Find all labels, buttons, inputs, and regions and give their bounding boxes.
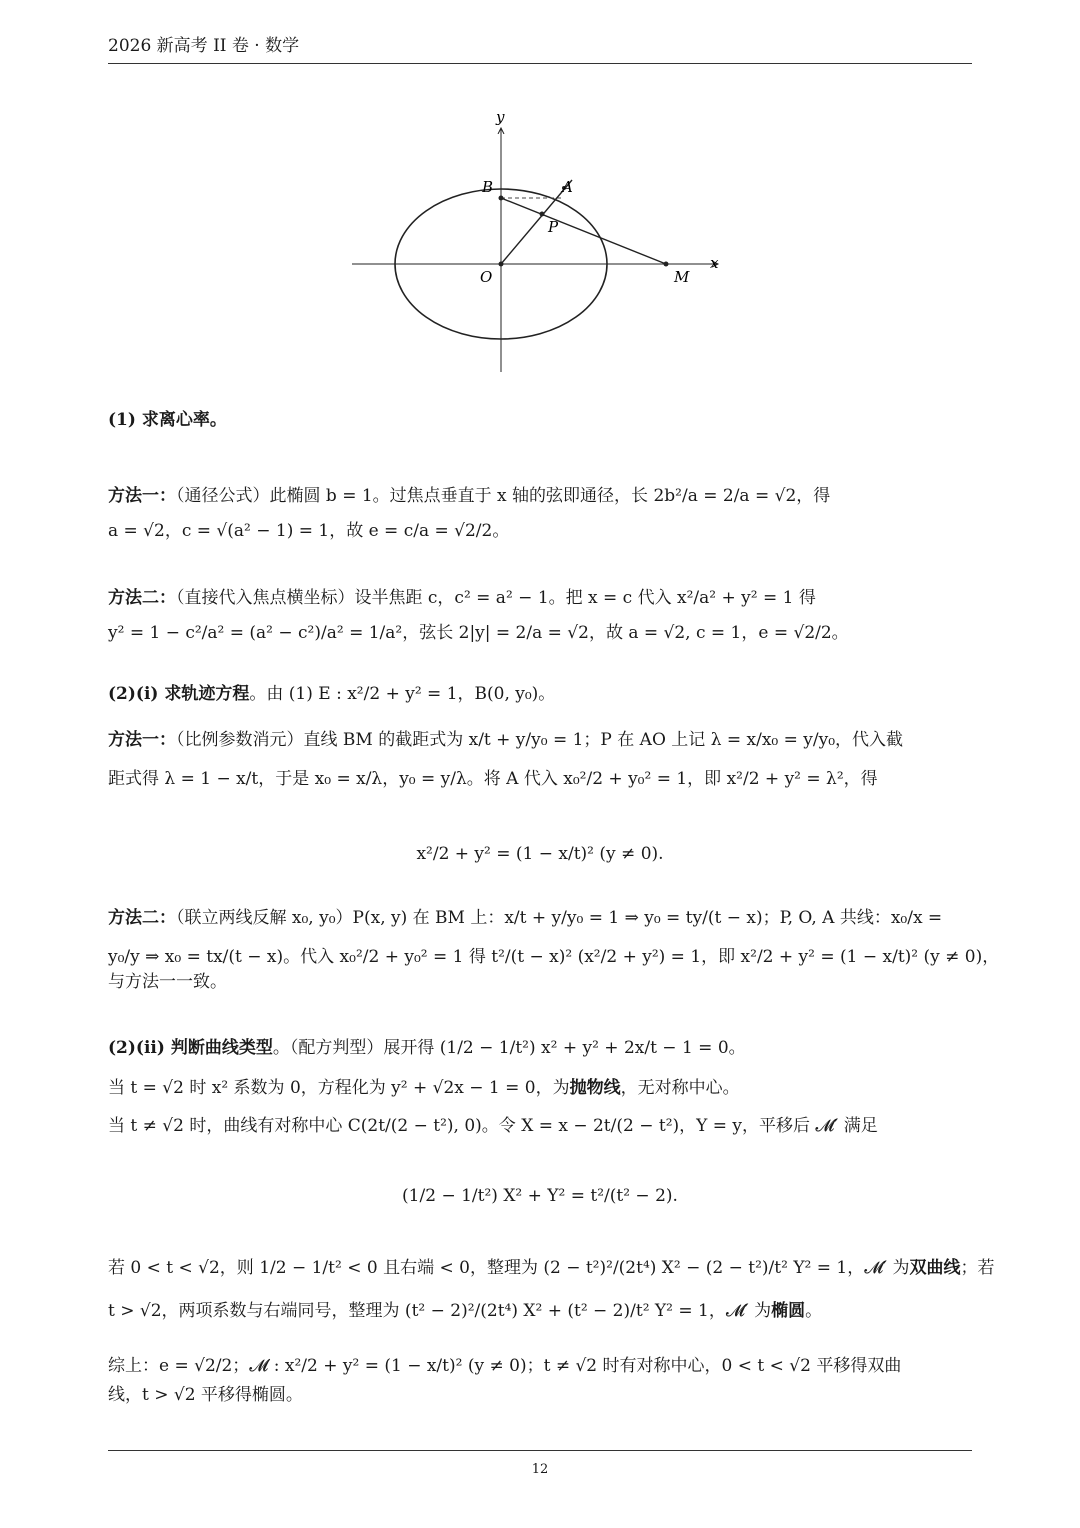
parabola-term: 抛物线	[569, 1078, 621, 1098]
part2ii-line2	[108, 1114, 972, 1139]
part2ii-line1	[108, 1076, 972, 1101]
part2i-heading: (2)(i) 求轨迹方程	[108, 684, 250, 704]
part1-m2-label: 方法二：	[108, 588, 176, 608]
part2i-method1	[108, 728, 972, 792]
label-A: A	[562, 178, 573, 196]
part2ii-intro: 。（配方判型）展开得 (1/2 − 1/t²) x² + y² + 2x/t − 1 = 0。	[272, 1038, 746, 1058]
part2i-m2-label: 方法二：	[108, 908, 176, 928]
part1-m1-text2: a = √2，c = √(a² − 1) = 1，故 e = c/a = √2/2。	[108, 521, 510, 541]
display2: (1/2 − 1/t²) X² + Y² = t²/(t² − 2).	[402, 1186, 678, 1206]
part2i-m1-text2: 距式得 λ = 1 − x/t，于是 x₀ = x/λ，y₀ = y/λ。将 A 代入 x₀²/2 + y₀² = 1，即 x²/2 + y² = λ²，得	[108, 769, 878, 789]
part2i-m2-text2: y₀/y ⇒ x₀ = tx/(t − x)。代入 x₀²/2 + y₀² = 1 得 t²/(t − x)² (x²/2 + y²) = 1，即 x²/2 + y² = (1 − x/t)² (y ≠ 0)，	[108, 947, 1000, 967]
part2i-intro: 。由 (1) E : x²/2 + y² = 1，B(0, y₀)。	[249, 684, 556, 704]
label-B: B	[482, 178, 494, 196]
summary	[108, 1354, 972, 1408]
label-O: O	[480, 268, 493, 286]
part2i-heading-line	[108, 682, 972, 707]
part2i-m2-text1: （联立两线反解 x₀, y₀）P(x, y) 在 BM 上：x/t + y/y₀ = 1 ⇒ y₀ = ty/(t − x)；P, O, A 共线：x₀/x =	[176, 908, 943, 928]
part2i-method2	[108, 906, 1000, 995]
part2ii-line4-b: 。	[805, 1301, 823, 1321]
display1: x²/2 + y² = (1 − x/t)² (y ≠ 0).	[416, 844, 664, 864]
part1-method2	[108, 586, 972, 646]
part2ii-line3-b: ；若	[960, 1258, 995, 1278]
part1-m2-text2: y² = 1 − c²/a² = (a² − c²)/a² = 1/a²，弦长 2|y| = 2/a = √2，故 a = √2, c = 1，e = √2/2。	[108, 623, 849, 643]
part2i-m1-text1: （比例参数消元）直线 BM 的截距式为 x/t + y/y₀ = 1；P 在 AO 上记 λ = x/x₀ = y/y₀，代入截	[176, 730, 904, 750]
page-number: 12	[531, 1462, 549, 1477]
part1-m1-text1: （通径公式）此椭圆 b = 1。过焦点垂直于 x 轴的弦即通径，长 2b²/a = 2/a = √2，得	[176, 486, 831, 506]
part2ii-cases	[108, 1256, 995, 1324]
ellipse-term: 椭圆	[771, 1301, 806, 1321]
point-P	[540, 212, 545, 217]
part1-method1	[108, 484, 972, 544]
label-P: P	[548, 218, 559, 236]
part2ii-line1-b: ，无对称中心。	[620, 1078, 740, 1098]
header-rule	[108, 63, 972, 64]
summary-line1: 综上：e = √2/2；𝓜 : x²/2 + y² = (1 − x/t)² (y ≠ 0)；t ≠ √2 时有对称中心，0 < t < √2 平移得双曲	[108, 1356, 902, 1376]
part2ii-heading-line	[108, 1036, 972, 1061]
part2ii-line2-text: 当 t ≠ √2 时，曲线有对称中心 C(2t/(2 − t²), 0)。令 X = x − 2t/(2 − t²)，Y = y，平移后 𝓜′ 满足	[108, 1116, 878, 1136]
part2ii-line3-a: 若 0 < t < √2，则 1/2 − 1/t² < 0 且右端 < 0，整理为 (2 − t²)²/(2t⁴) X² − (2 − t²)/t² Y² = 1，𝓜′ 为	[108, 1258, 910, 1278]
page-header: 2026 新高考 II 卷 · 数学	[108, 36, 300, 56]
part2ii-line1-a: 当 t = √2 时 x² 系数为 0，方程化为 y² + √2x − 1 = 0，为	[108, 1078, 570, 1098]
hyperbola-term: 双曲线	[909, 1258, 961, 1278]
part2i-m1-label: 方法一：	[108, 730, 176, 750]
display-equation-2	[108, 1184, 972, 1209]
part1-heading: (1) 求离心率。	[108, 410, 227, 430]
part2ii-heading: (2)(ii) 判断曲线类型	[108, 1038, 273, 1058]
part1-m1-label: 方法一：	[108, 486, 176, 506]
part2ii-line4-a: t > √2，两项系数与右端同号，整理为 (t² − 2)²/(2t⁴) X² + (t² − 2)/t² Y² = 1，𝓜′ 为	[108, 1301, 772, 1321]
ellipse-figure	[340, 100, 740, 380]
part1-m2-text1: （直接代入焦点横坐标）设半焦距 c，c² = a² − 1。把 x = c 代入 x²/a² + y² = 1 得	[176, 588, 816, 608]
summary-line2: 线，t > √2 平移得椭圆。	[108, 1385, 303, 1405]
part2i-m2-text3: 与方法一一致。	[108, 972, 227, 992]
label-M: M	[674, 268, 690, 286]
point-B	[499, 196, 504, 201]
label-y-axis: y	[496, 108, 505, 126]
point-M	[664, 262, 669, 267]
point-O	[499, 262, 504, 267]
segment-BM	[501, 198, 666, 264]
footer-rule	[108, 1450, 972, 1451]
label-x-axis: x	[710, 254, 719, 272]
display-equation-1	[108, 842, 972, 867]
